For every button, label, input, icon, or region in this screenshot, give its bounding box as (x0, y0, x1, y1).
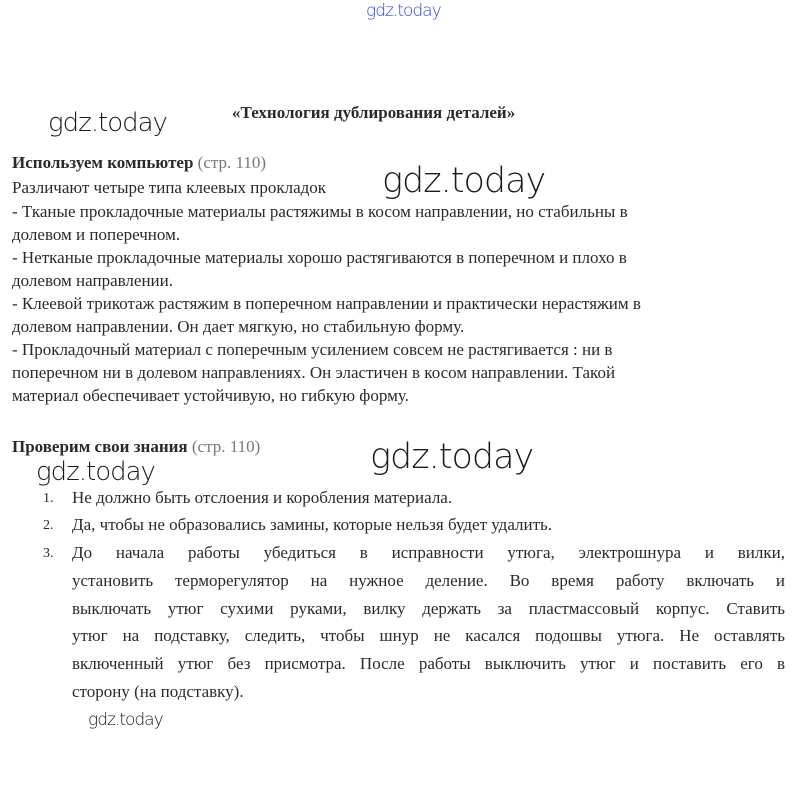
watermark: gdz.today (36, 457, 155, 487)
list-number: 2. (43, 518, 54, 533)
section-heading-check (12, 437, 260, 457)
text-line: - Прокладочный материал с поперечным усилением совсем не растягивается : ни в (12, 340, 613, 359)
text-line: - Клеевой трикотаж растяжим в поперечном направлении и практически нерастяжим в (12, 294, 641, 313)
text-line: долевом и поперечном. (12, 225, 181, 244)
list-number: 3. (43, 546, 54, 561)
page-reference: (стр. 110) (197, 153, 267, 172)
list-item-line: выключать утюг сухими руками, вилку держать за пластмассовый корпус. Ставить (72, 599, 785, 618)
watermark: gdz.today (370, 437, 534, 477)
text-line: долевом направлении. Он дает мягкую, но стабильную форму. (12, 317, 465, 336)
list-number: 1. (43, 491, 54, 506)
list-item-line: сторону (на подставку). (72, 682, 244, 701)
watermark: gdz.today (88, 710, 163, 730)
text-line: долевом направлении. (12, 271, 173, 290)
text-line: поперечном ни в долевом направлениях. Он эластичен в косом направлении. Такой (12, 363, 616, 382)
list-item-line: утюг на подставку, следить, чтобы шнур не касался подошвы утюга. Не оставлять (72, 626, 785, 645)
list-item-line: До начала работы убедиться в исправности утюга, электрошнура и вилки, (72, 543, 785, 562)
text-line: - Тканые прокладочные материалы растяжимы в косом направлении, но стабильны в (12, 202, 628, 221)
heading-text: Проверим свои знания (12, 437, 188, 456)
section-heading-computer (12, 153, 266, 173)
list-item-line: установить терморегулятор на нужное деление. Во время работу включать и (72, 571, 785, 590)
watermark: gdz.today (382, 161, 546, 201)
heading-text: Используем компьютер (12, 153, 194, 172)
text-line: материал обеспечивает устойчивую, но гибкую форму. (12, 386, 409, 405)
list-item-line: включенный утюг без присмотра. После работы выключить утюг и поставить его в (72, 654, 785, 673)
list-item: Да, чтобы не образовались замины, которые нельзя будет удалить. (72, 515, 553, 534)
watermark: gdz.today (366, 1, 441, 21)
watermark: gdz.today (48, 108, 167, 138)
text-line: - Нетканые прокладочные материалы хорошо растягиваются в поперечном и плохо в (12, 248, 627, 267)
text-line: Различают четыре типа клеевых прокладок (12, 178, 327, 197)
list-item: Не должно быть отслоения и коробления материала. (72, 488, 453, 507)
document-title: «Технология дублирования деталей» (232, 103, 516, 122)
page-reference: (стр. 110) (191, 437, 261, 456)
